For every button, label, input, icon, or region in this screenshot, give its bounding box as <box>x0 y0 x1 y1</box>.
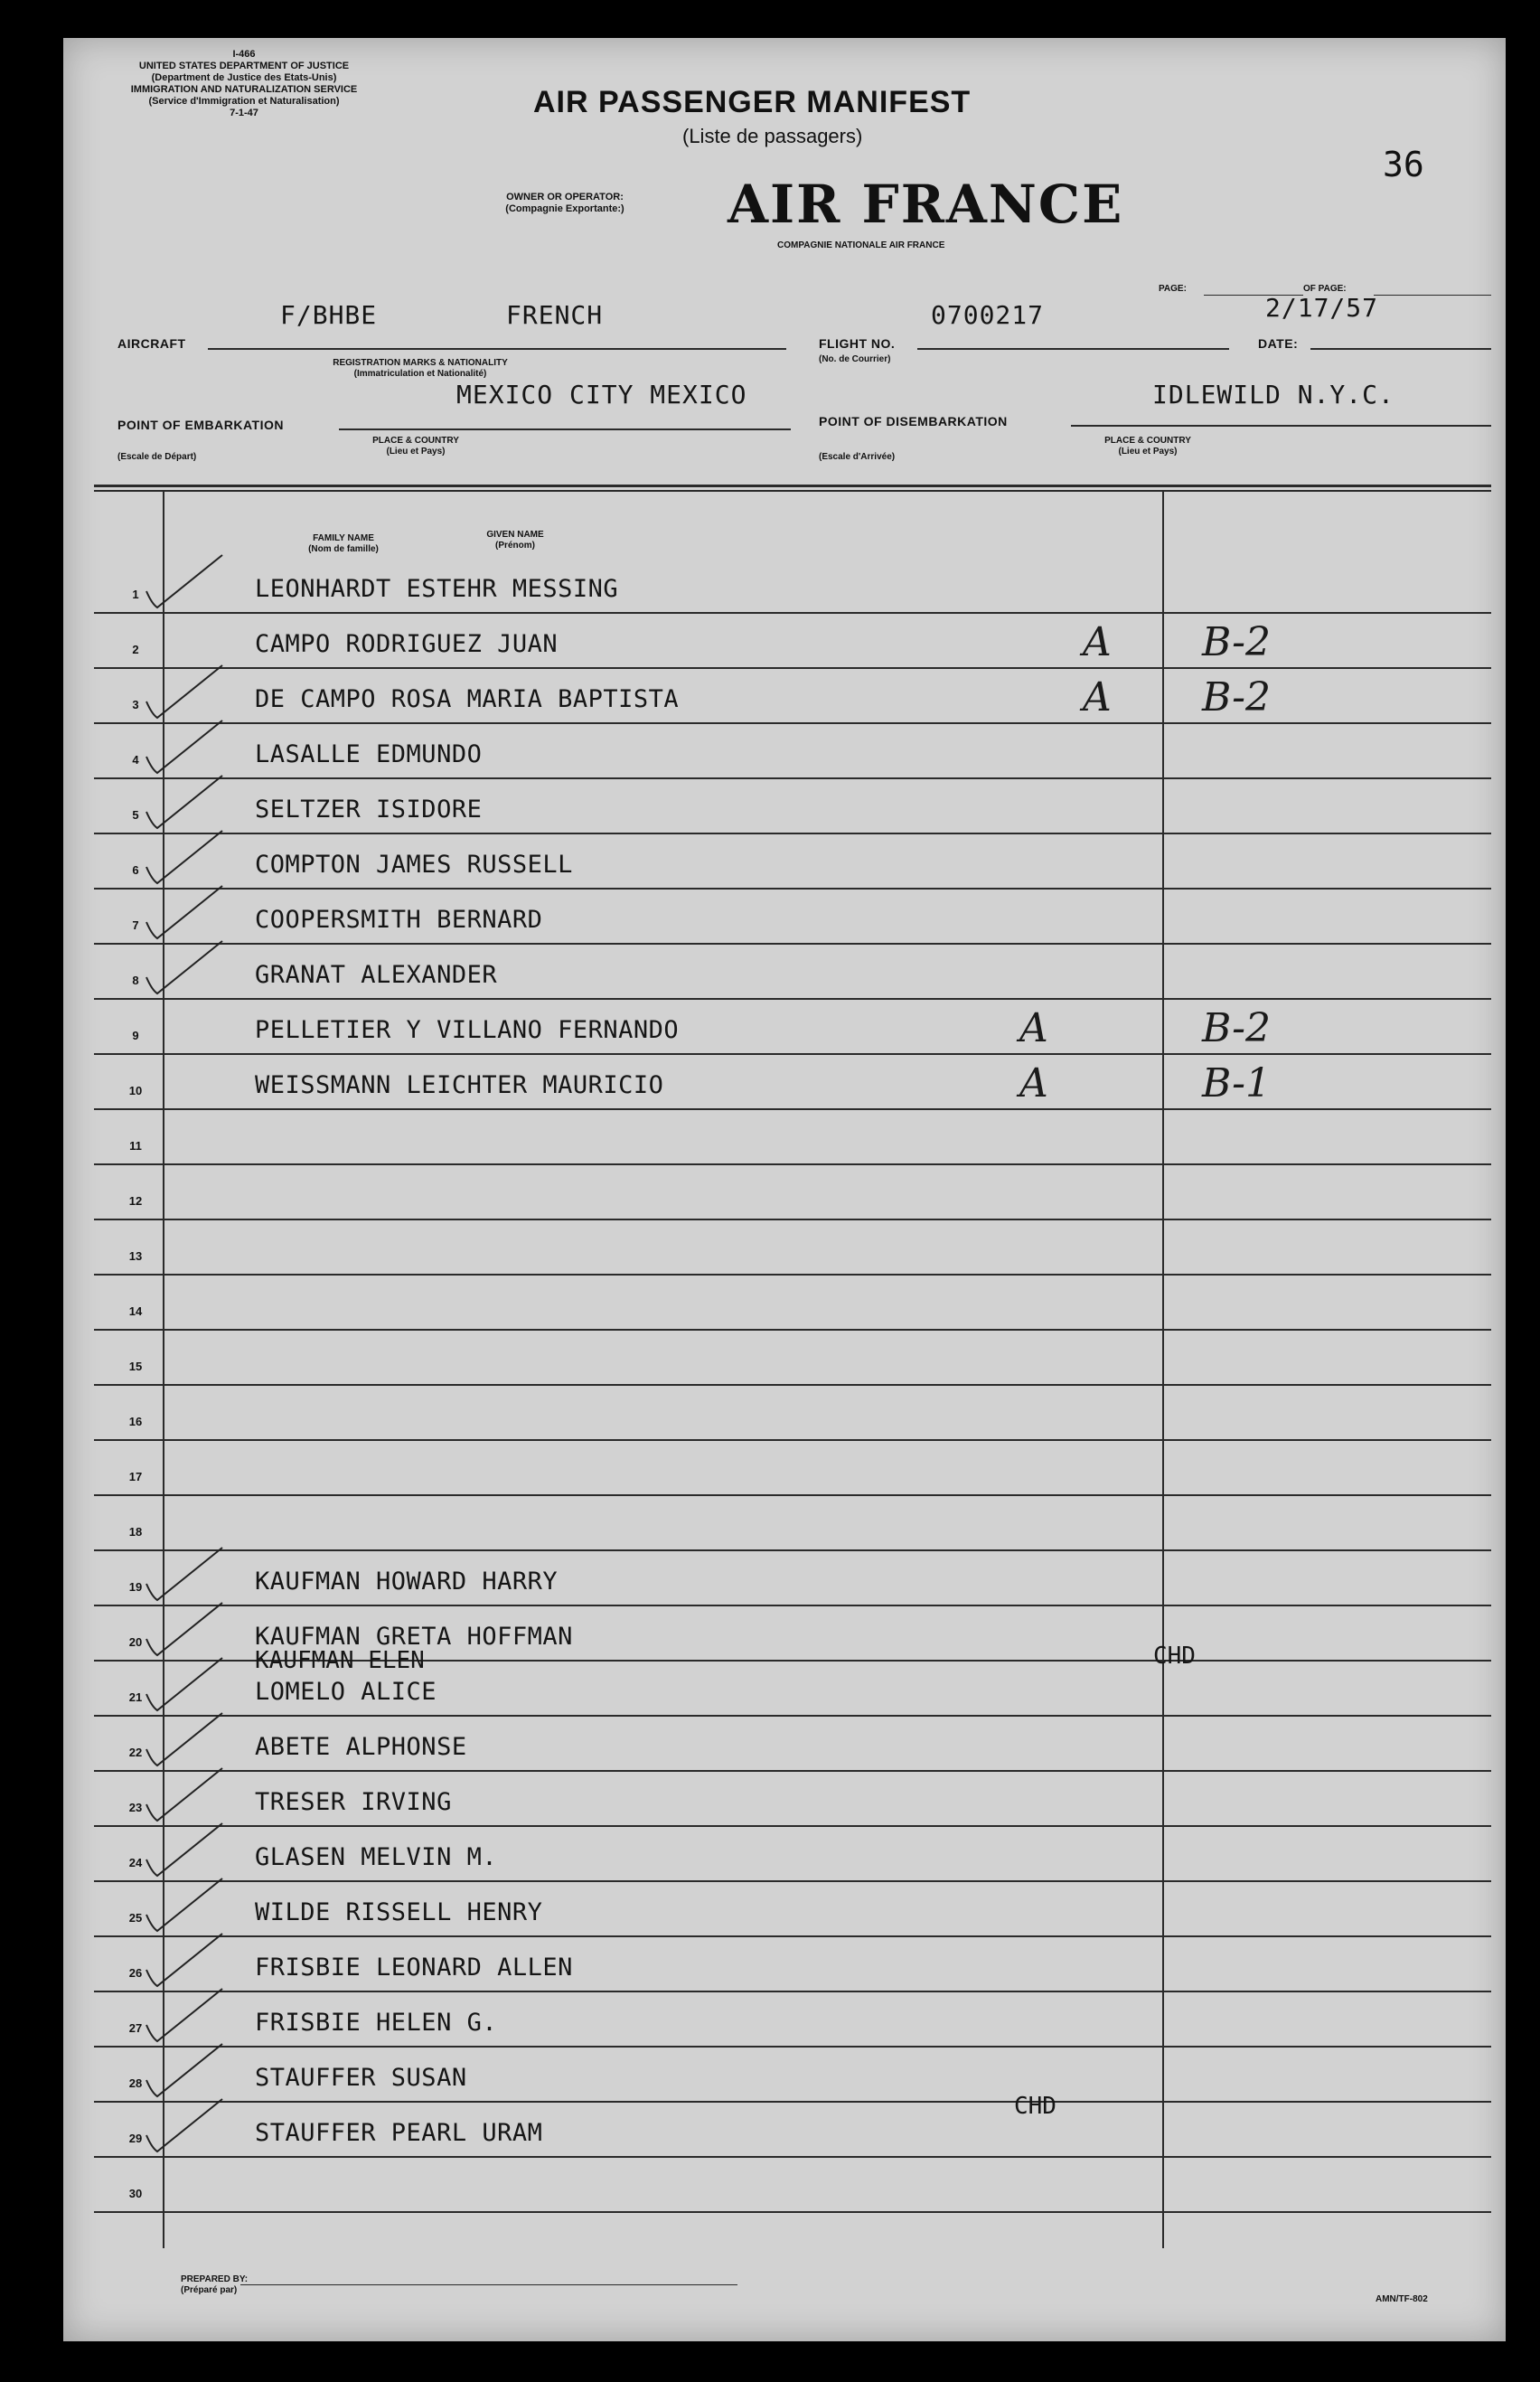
department-block <box>108 49 380 119</box>
visa-note: B-2 <box>1202 1005 1272 1051</box>
row-number: 29 <box>128 2132 143 2145</box>
passenger-name: WILDE RISSELL HENRY <box>255 1898 543 1926</box>
form-date: 7-1-47 <box>230 108 258 118</box>
row-divider <box>94 1329 1491 1331</box>
embarkation-label: POINT OF EMBARKATION <box>117 418 284 432</box>
row-divider <box>94 1605 1491 1606</box>
passenger-name: ABETE ALPHONSE <box>255 1733 467 1761</box>
owner-label-fr: (Compagnie Exportante:) <box>505 203 624 214</box>
aircraft-label: AIRCRAFT <box>117 336 186 351</box>
row-divider <box>94 1439 1491 1441</box>
passenger-name: KAUFMAN GRETA HOFFMAN <box>255 1623 573 1651</box>
family-name-header <box>280 533 407 555</box>
embark-place-label: PLACE & COUNTRY <box>372 436 459 446</box>
passenger-name: STAUFFER SUSAN <box>255 2064 467 2092</box>
passenger-name: LOMELO ALICE <box>255 1678 437 1706</box>
flight-number: 0700217 <box>931 300 1045 330</box>
passenger-name: COMPTON JAMES RUSSELL <box>255 851 573 879</box>
row-number: 19 <box>128 1580 143 1594</box>
passenger-name: FRISBIE HELEN G. <box>255 2009 498 2037</box>
prepared-block <box>181 2274 248 2296</box>
row-divider <box>94 833 1491 834</box>
registration-label-block <box>271 358 569 380</box>
row-divider <box>94 2211 1491 2213</box>
row-divider <box>94 888 1491 890</box>
extra-passenger-line: KAUFMAN ELEN <box>255 1647 425 1674</box>
row-divider <box>94 1715 1491 1717</box>
row-divider <box>94 1770 1491 1772</box>
checkmark-icon <box>127 2088 235 2161</box>
passenger-name: TRESER IRVING <box>255 1788 452 1816</box>
department-name: UNITED STATES DEPARTMENT OF JUSTICE <box>138 61 350 71</box>
row-number: 16 <box>128 1415 143 1428</box>
row-number: 28 <box>128 2076 143 2090</box>
passenger-name: PELLETIER Y VILLANO FERNANDO <box>255 1016 680 1044</box>
service-name-fr: (Service d'Immigration et Naturalisation) <box>148 96 340 107</box>
passenger-name: SELTZER ISIDORE <box>255 796 483 824</box>
visa-note: B-1 <box>1202 1060 1272 1106</box>
row-number: 25 <box>128 1911 143 1925</box>
owner-label: OWNER OR OPERATOR: <box>506 192 624 202</box>
class-mark: A <box>1083 619 1112 665</box>
passenger-name: WEISSMANN LEICHTER MAURICIO <box>255 1071 664 1099</box>
embarkation-value: MEXICO CITY MEXICO <box>456 380 747 410</box>
passenger-name: GRANAT ALEXANDER <box>255 961 498 989</box>
row-divider <box>94 2046 1491 2048</box>
aircraft-registration: F/BHBE <box>280 300 378 330</box>
chd-note-1: CHD <box>1153 1643 1196 1670</box>
airline-subtitle: COMPAGNIE NATIONALE AIR FRANCE <box>777 240 945 250</box>
row-divider <box>94 1880 1491 1882</box>
page-stamp: 36 <box>1383 145 1424 184</box>
manifest-title: AIR PASSENGER MANIFEST <box>533 85 972 119</box>
checkmark-stroke <box>146 941 222 993</box>
department-name-fr: (Department de Justice des Etats-Unis) <box>151 72 337 83</box>
row-divider <box>94 1163 1491 1165</box>
row-number: 4 <box>132 753 139 767</box>
passenger-name: GLASEN MELVIN M. <box>255 1843 498 1871</box>
owner-label-block <box>461 192 669 215</box>
row-divider <box>94 667 1491 669</box>
airline-name: AIR FRANCE <box>728 174 1124 235</box>
passenger-name: CAMPO RODRIGUEZ JUAN <box>255 630 559 658</box>
given-name-label-fr: (Prénom) <box>495 541 535 551</box>
row-number: 26 <box>128 1966 143 1980</box>
form-number: I-466 <box>232 49 256 60</box>
row-divider <box>94 1274 1491 1276</box>
prepared-label-fr: (Préparé par) <box>181 2285 238 2295</box>
row-number: 9 <box>132 1029 139 1042</box>
row-number: 8 <box>132 974 139 987</box>
row-number: 27 <box>128 2021 143 2035</box>
row-number: 14 <box>128 1304 143 1318</box>
row-divider <box>94 1219 1491 1220</box>
row-divider <box>94 1825 1491 1827</box>
row-number: 22 <box>128 1746 143 1759</box>
passenger-name: FRISBIE LEONARD ALLEN <box>255 1954 573 1982</box>
page-label: PAGE: <box>1159 284 1187 294</box>
row-number: 11 <box>129 1139 142 1153</box>
embark-place-label-fr: (Lieu et Pays) <box>386 447 446 457</box>
row-number: 23 <box>128 1801 143 1814</box>
row-number: 12 <box>128 1194 143 1208</box>
disembark-place-label-fr: (Lieu et Pays) <box>1118 447 1178 457</box>
row-number: 21 <box>128 1690 143 1704</box>
row-number: 3 <box>132 698 139 711</box>
passenger-name: DE CAMPO ROSA MARIA BAPTISTA <box>255 685 680 713</box>
row-divider <box>94 998 1491 1000</box>
of-page-label: OF PAGE: <box>1303 284 1347 294</box>
registration-label: REGISTRATION MARKS & NATIONALITY <box>333 358 508 368</box>
row-divider <box>94 2156 1491 2158</box>
row-divider <box>94 777 1491 779</box>
passenger-name: STAUFFER PEARL URAM <box>255 2119 543 2147</box>
row-number: 13 <box>128 1249 143 1263</box>
disembark-place-block <box>1066 436 1229 457</box>
disembarkation-value: IDLEWILD N.Y.C. <box>1152 380 1394 410</box>
row-number: 2 <box>132 643 139 656</box>
visa-note: B-2 <box>1202 674 1272 720</box>
row-number: 20 <box>128 1635 143 1649</box>
row-divider <box>94 1549 1491 1551</box>
row-divider <box>94 1108 1491 1110</box>
row-number: 30 <box>128 2187 143 2200</box>
checkmark-stroke <box>146 555 222 607</box>
row-divider <box>94 1384 1491 1386</box>
row-number: 24 <box>128 1856 143 1869</box>
row-divider <box>94 1053 1491 1055</box>
manifest-title-fr: (Liste de passagers) <box>682 125 863 147</box>
checkmark-icon <box>127 930 235 1003</box>
row-number: 1 <box>132 588 139 601</box>
checkmark-stroke <box>146 2099 222 2151</box>
given-name-label: GIVEN NAME <box>486 530 544 540</box>
manifest-sheet <box>63 38 1506 2341</box>
given-name-header <box>461 530 569 551</box>
passenger-name: COOPERSMITH BERNARD <box>255 906 543 934</box>
visa-note: B-2 <box>1202 619 1272 665</box>
row-number: 15 <box>128 1360 143 1373</box>
embarkation-label-fr: (Escale de Départ) <box>117 452 197 462</box>
row-divider <box>94 612 1491 614</box>
row-divider <box>94 1935 1491 1937</box>
row-number: 7 <box>132 918 139 932</box>
form-code: AMN/TF-802 <box>1376 2294 1428 2304</box>
checkmark-icon <box>127 544 235 617</box>
disembarkation-label-fr: (Escale d'Arrivée) <box>819 452 896 462</box>
flight-label-fr: (No. de Courrier) <box>819 354 891 364</box>
date-label: DATE: <box>1258 336 1299 351</box>
passenger-name: LEONHARDT ESTEHR MESSING <box>255 575 619 603</box>
service-name: IMMIGRATION AND NATURALIZATION SERVICE <box>130 84 358 95</box>
chd-note-2: CHD <box>1014 2093 1056 2120</box>
class-mark: A <box>1019 1005 1048 1051</box>
disembark-place-label: PLACE & COUNTRY <box>1104 436 1191 446</box>
disembarkation-label: POINT OF DISEMBARKATION <box>819 414 1008 428</box>
remarks-column-divider <box>1162 490 1164 2248</box>
row-number: 6 <box>132 863 139 877</box>
passenger-name: KAUFMAN HOWARD HARRY <box>255 1568 559 1596</box>
family-name-label: FAMILY NAME <box>313 533 374 543</box>
row-number: 18 <box>128 1525 143 1539</box>
row-divider <box>94 943 1491 945</box>
row-number: 10 <box>128 1084 143 1097</box>
row-divider <box>94 722 1491 724</box>
embark-place-block <box>334 436 497 457</box>
registration-label-fr: (Immatriculation et Nationalité) <box>353 369 487 379</box>
passenger-name: LASALLE EDMUNDO <box>255 740 483 768</box>
row-divider <box>94 1991 1491 1992</box>
family-name-label-fr: (Nom de famille) <box>308 544 379 554</box>
manifest-date: 2/17/57 <box>1265 293 1379 323</box>
class-mark: A <box>1019 1060 1048 1106</box>
class-mark: A <box>1083 674 1112 720</box>
row-number: 5 <box>132 808 139 822</box>
aircraft-nationality: FRENCH <box>506 300 604 330</box>
prepared-label: PREPARED BY: <box>181 2274 249 2284</box>
flight-label: FLIGHT NO. <box>819 336 896 351</box>
row-divider <box>94 2101 1491 2103</box>
row-number: 17 <box>128 1470 143 1483</box>
row-divider <box>94 1494 1491 1496</box>
